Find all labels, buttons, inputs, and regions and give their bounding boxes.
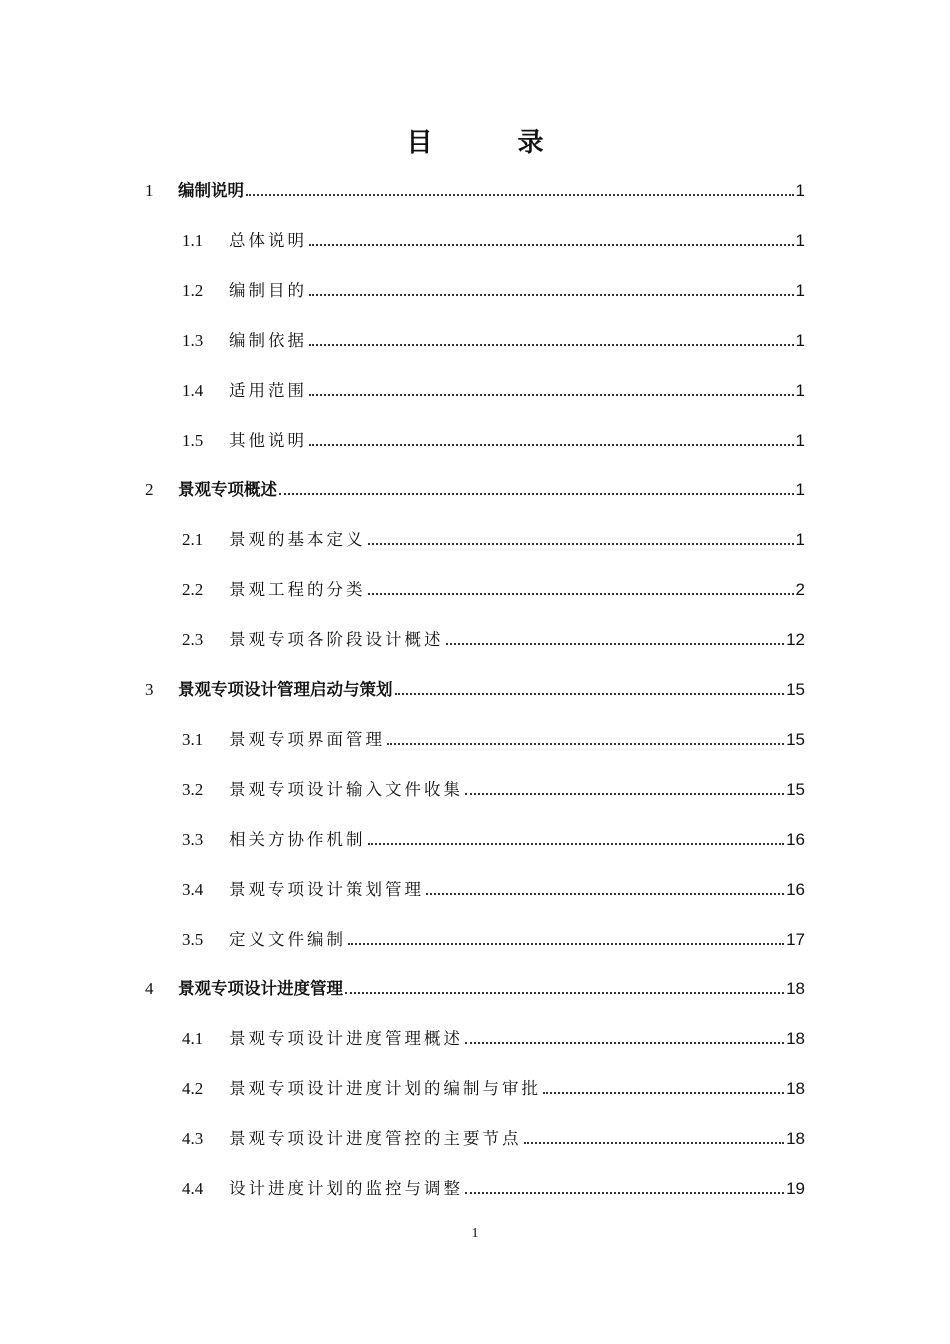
toc-entry-title: 景观专项各阶段设计概述 — [229, 630, 444, 649]
toc-entry-page: 17 — [786, 930, 805, 949]
toc-entry[interactable] — [182, 776, 805, 800]
toc-leader-dots — [368, 593, 794, 595]
toc-entry-number: 3.1 — [182, 730, 204, 749]
toc-entry-page: 1 — [795, 181, 805, 200]
toc-entry-page: 12 — [786, 630, 805, 649]
toc-leader-dots — [348, 943, 784, 945]
page-number: 1 — [471, 1226, 479, 1241]
toc-entry-page: 1 — [795, 480, 805, 499]
toc-leader-dots — [309, 344, 794, 346]
toc-entry-title: 适用范围 — [229, 381, 307, 400]
toc-entry-number: 3 — [145, 680, 154, 699]
toc-entry-title: 编制依据 — [229, 331, 307, 350]
toc-entry-page: 18 — [786, 1029, 805, 1048]
toc-entry-title: 景观工程的分类 — [229, 580, 366, 599]
toc-leader-dots — [465, 1042, 784, 1044]
toc-entry[interactable] — [182, 277, 805, 301]
toc-leader-dots — [309, 394, 794, 396]
toc-entry-title: 相关方协作机制 — [229, 830, 366, 849]
toc-entry[interactable] — [182, 1025, 805, 1049]
toc-entry-number: 2.1 — [182, 530, 204, 549]
toc-entry-number: 1.5 — [182, 431, 204, 450]
toc-entry-title: 景观专项设计管理启动与策划 — [178, 680, 393, 699]
toc-leader-dots — [309, 444, 794, 446]
toc-entry-title: 景观专项设计输入文件收集 — [229, 780, 463, 799]
toc-entry[interactable] — [182, 1075, 805, 1099]
toc-entry[interactable] — [182, 726, 805, 750]
toc-leader-dots — [395, 693, 785, 695]
toc-leader-dots — [446, 643, 785, 645]
toc-entry[interactable] — [182, 876, 805, 900]
toc-entry-page: 19 — [786, 1179, 805, 1198]
toc-entry-number: 4.4 — [182, 1179, 204, 1198]
toc-leader-dots — [387, 743, 784, 745]
toc-entry-number: 3.3 — [182, 830, 204, 849]
toc-entry-title: 定义文件编制 — [229, 930, 346, 949]
toc-entry-number: 2.2 — [182, 580, 204, 599]
toc-entry-number: 4.3 — [182, 1129, 204, 1148]
toc-entry-page: 1 — [795, 431, 805, 450]
toc-entry-page: 16 — [786, 880, 805, 899]
toc-entry-page: 16 — [786, 830, 805, 849]
toc-entry-title: 景观的基本定义 — [229, 530, 366, 549]
toc-entry-page: 1 — [795, 381, 805, 400]
toc-entry[interactable] — [182, 227, 805, 251]
toc-entry-title: 编制目的 — [229, 281, 307, 300]
toc-entry-title: 景观专项设计进度管理 — [178, 979, 343, 998]
toc-leader-dots — [368, 543, 794, 545]
toc-entry[interactable] — [145, 676, 805, 700]
toc-entry-number: 4.1 — [182, 1029, 204, 1048]
toc-entry-title: 总体说明 — [229, 231, 307, 250]
toc-entry-page: 2 — [795, 580, 805, 599]
toc-entry-number: 3.2 — [182, 780, 204, 799]
toc-entry-page: 1 — [795, 530, 805, 549]
toc-entry-title: 景观专项设计策划管理 — [229, 880, 424, 899]
toc-entry[interactable] — [182, 576, 805, 600]
toc-entry[interactable] — [182, 1125, 805, 1149]
toc-entry-title: 其他说明 — [229, 431, 307, 450]
toc-entry-page: 15 — [786, 680, 805, 699]
toc-entry-title: 景观专项概述 — [178, 480, 277, 499]
toc-leader-dots — [309, 244, 794, 246]
toc-entry[interactable] — [182, 377, 805, 401]
toc-entry-page: 18 — [786, 1079, 805, 1098]
toc-leader-dots — [246, 194, 794, 196]
toc-entry[interactable] — [182, 626, 805, 650]
toc-entry[interactable] — [145, 975, 805, 999]
toc-entry-number: 4 — [145, 979, 154, 998]
toc-entry-number: 1.2 — [182, 281, 204, 300]
toc-entry-page: 18 — [786, 979, 805, 998]
toc-entry-title: 景观专项设计进度管控的主要节点 — [229, 1129, 522, 1148]
toc-entry-title: 景观专项设计进度管理概述 — [229, 1029, 463, 1048]
toc-leader-dots — [465, 1192, 784, 1194]
toc-leader-dots — [309, 294, 794, 296]
toc-entry[interactable] — [182, 526, 805, 550]
toc-entry-page: 1 — [795, 331, 805, 350]
toc-entry-number: 1.3 — [182, 331, 204, 350]
toc-entry-number: 2.3 — [182, 630, 204, 649]
toc-entry[interactable] — [182, 1175, 805, 1199]
toc-entry-number: 1.4 — [182, 381, 204, 400]
toc-leader-dots — [524, 1142, 785, 1144]
toc-leader-dots — [279, 493, 794, 495]
toc-entry-number: 3.4 — [182, 880, 204, 899]
toc-entry-number: 1.1 — [182, 231, 204, 250]
toc-entry-title: 景观专项设计进度计划的编制与审批 — [229, 1079, 541, 1098]
toc-entry[interactable] — [182, 427, 805, 451]
toc-entry[interactable] — [182, 926, 805, 950]
toc-entry[interactable] — [145, 476, 805, 500]
toc-entry-number: 3.5 — [182, 930, 204, 949]
toc-entry[interactable] — [182, 826, 805, 850]
toc-entry-title: 设计进度计划的监控与调整 — [229, 1179, 463, 1198]
toc-entry-title: 景观专项界面管理 — [229, 730, 385, 749]
toc-leader-dots — [345, 992, 784, 994]
toc-entry-page: 1 — [795, 281, 805, 300]
toc-entry-page: 15 — [786, 730, 805, 749]
toc-entry-page: 15 — [786, 780, 805, 799]
toc-leader-dots — [465, 793, 784, 795]
toc-leader-dots — [426, 893, 784, 895]
toc-entry[interactable] — [182, 327, 805, 351]
toc-entry-number: 4.2 — [182, 1079, 204, 1098]
toc-entry-page: 18 — [786, 1129, 805, 1148]
toc-entry-number: 1 — [145, 181, 154, 200]
toc-entry-number: 2 — [145, 480, 154, 499]
toc-leader-dots — [368, 843, 785, 845]
toc-entry[interactable] — [145, 177, 805, 201]
toc-leader-dots — [543, 1092, 784, 1094]
toc-entry-title: 编制说明 — [178, 181, 244, 200]
toc-entry-page: 1 — [795, 231, 805, 250]
toc-title: 目 录 — [406, 128, 582, 158]
